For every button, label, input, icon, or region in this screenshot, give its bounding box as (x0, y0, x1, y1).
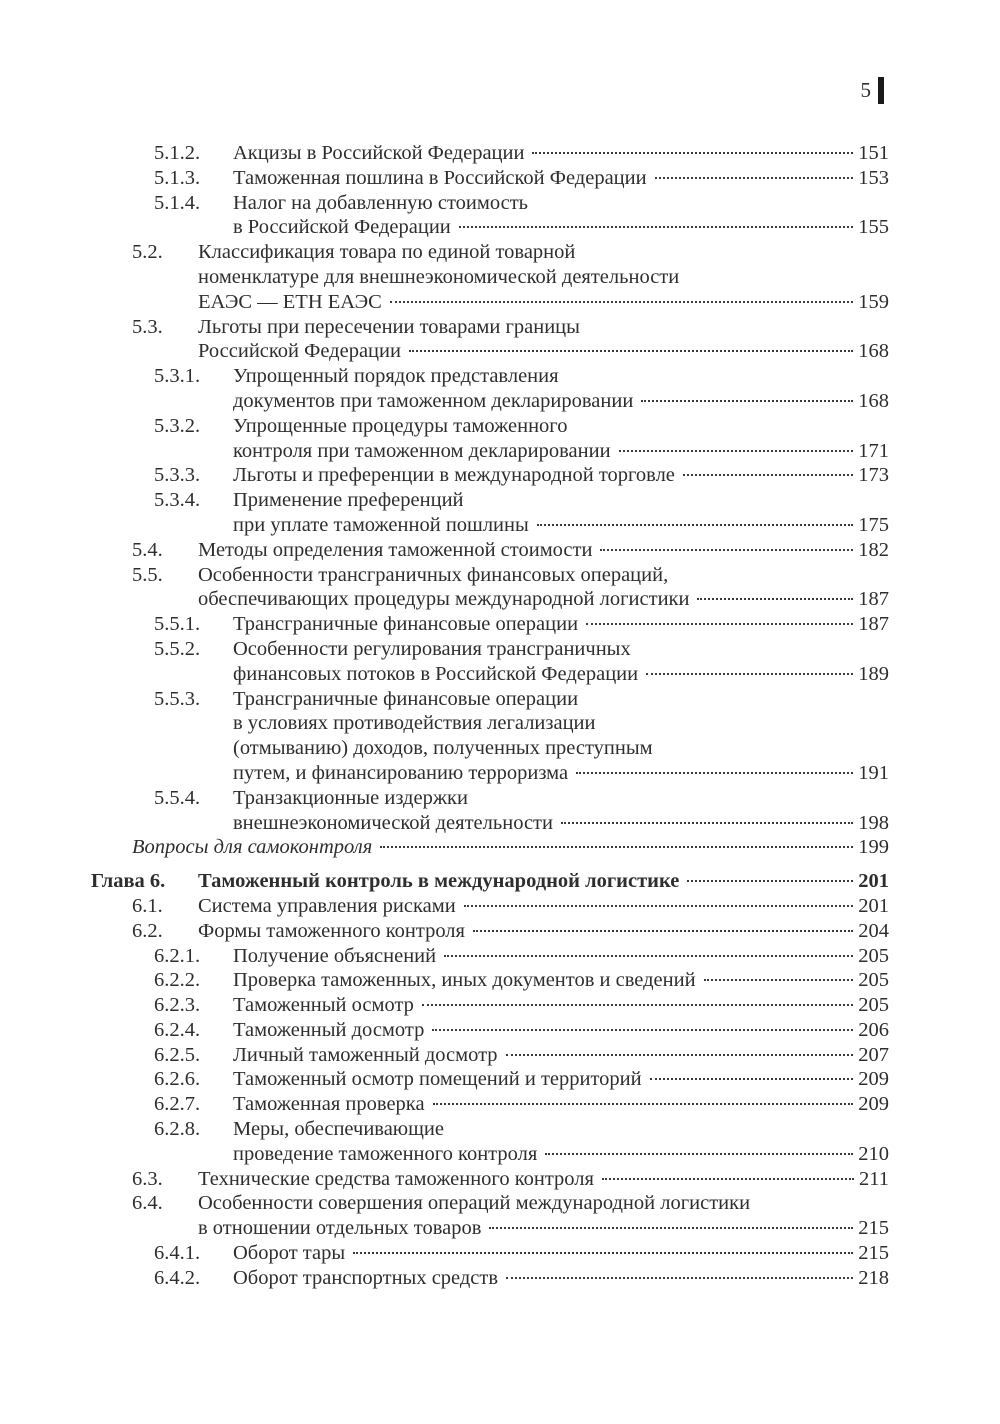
toc-entry-number: 6.2.5. (154, 1043, 201, 1066)
toc-entry-title: Российской Федерации (198, 340, 401, 363)
toc-entry-title: Таможенный осмотр помещений и территорий (233, 1068, 642, 1091)
toc-entry-title: при уплате таможенной пошлины (233, 513, 529, 536)
toc-entry[interactable] (0, 919, 1000, 944)
dot-leader (432, 1029, 853, 1031)
toc-entry-number: 5.4. (132, 538, 163, 561)
toc-entry-title: Оборот транспортных средств (233, 1266, 499, 1289)
toc-entry-title: обеспечивающих процедуры международной логистики (198, 588, 690, 611)
toc-entry[interactable] (0, 538, 1000, 563)
page-number: 5 (860, 78, 871, 102)
dot-leader (600, 549, 853, 551)
toc-page-number: 153 (858, 166, 889, 189)
toc-entry-title: Технические средства таможенного контроля (198, 1167, 594, 1190)
toc-page-number: 204 (858, 919, 889, 942)
dot-leader (687, 880, 853, 882)
toc-entry-title: Упрощенные процедуры таможенного (233, 414, 568, 437)
dot-leader (459, 226, 853, 228)
toc-entry-title: Личный таможенный досмотр (233, 1043, 498, 1066)
toc-entry-title: Применение преференций (233, 489, 464, 512)
toc-entry[interactable] (0, 1018, 1000, 1043)
toc-entry-number: 6.2. (132, 919, 163, 942)
toc-entry-number: 6.4. (132, 1192, 163, 1215)
dot-leader (380, 846, 853, 848)
toc-page-number: 151 (858, 142, 889, 164)
dot-leader (489, 1227, 853, 1229)
toc-entry-number: 5.3.3. (154, 464, 201, 487)
toc-page-number: 198 (858, 811, 889, 834)
toc-entry-number: 6.4.1. (154, 1242, 201, 1265)
dot-leader (602, 1178, 854, 1180)
toc-page-number: 201 (858, 870, 889, 893)
toc-entry-title: в Российской Федерации (233, 216, 451, 239)
toc-entry-title: проведение таможенного контроля (233, 1142, 538, 1165)
toc-entry-title: внешнеэкономической деятельности (233, 811, 553, 834)
toc-page-number: 189 (858, 662, 889, 685)
toc-entry-title: Таможенная пошлина в Российской Федерации (233, 166, 647, 189)
toc-page-number: 175 (858, 513, 889, 536)
toc-entry-number: 6.2.6. (154, 1068, 201, 1091)
toc-entry-title: (отмыванию) доходов, полученных преступным (233, 737, 653, 760)
toc-entry-title: Оборот тары (233, 1242, 346, 1265)
toc-entry[interactable] (0, 612, 1000, 637)
dot-leader (561, 822, 853, 824)
dot-leader (537, 524, 853, 526)
toc-entry[interactable] (0, 894, 1000, 919)
toc-entry-title: Трансграничные финансовые операции (233, 687, 579, 710)
toc-page-number: 182 (858, 538, 889, 561)
toc-entry[interactable] (0, 1043, 1000, 1068)
toc-page-number: 187 (858, 588, 889, 611)
toc-page-number: 209 (858, 1093, 889, 1116)
toc-entry[interactable] (0, 240, 1000, 314)
dot-leader (586, 623, 853, 625)
toc-page-number: 187 (858, 613, 889, 636)
dot-leader (655, 177, 854, 179)
dot-leader (545, 1153, 853, 1155)
toc-page-number: 205 (858, 969, 889, 992)
toc-entry[interactable] (0, 166, 1000, 191)
toc-entry-title: Особенности совершения операций международной логистики (198, 1192, 751, 1215)
toc-entry-number: 5.1.2. (154, 142, 201, 164)
toc-page-number: 205 (858, 994, 889, 1017)
dot-leader (422, 1004, 853, 1006)
toc-page-number: 210 (858, 1142, 889, 1165)
toc-entry-title: Транзакционные издержки (233, 786, 468, 809)
toc-entry-title: путем, и финансированию терроризма (233, 761, 569, 784)
toc-entry-number: 5.3.2. (154, 414, 201, 437)
dot-leader (576, 772, 853, 774)
toc-page-number: 209 (858, 1068, 889, 1091)
toc-entry-number: 5.2. (132, 241, 163, 264)
toc-entry-title: контроля при таможенном декларировании (233, 439, 611, 462)
toc-entry-title: Таможенный досмотр (233, 1018, 425, 1041)
toc-entry-title: Таможенный контроль в международной логистике (198, 870, 680, 893)
toc-entry-title: Особенности регулирования трансграничных (233, 637, 631, 660)
toc-page-number: 168 (858, 389, 889, 412)
toc-entry-title: Акцизы в Российской Федерации (233, 142, 525, 164)
toc-page-number: 218 (858, 1266, 889, 1289)
toc-entry-title: Методы определения таможенной стоимости (198, 538, 593, 561)
toc-entry-number: 5.5.4. (154, 786, 201, 809)
toc-entry-title: Меры, обеспечивающие (233, 1118, 444, 1141)
toc-entry[interactable] (0, 637, 1000, 687)
toc-entry-number: 5.3.4. (154, 489, 201, 512)
table-of-contents (0, 141, 1000, 1291)
toc-entry-title: в условиях противодействия легализации (233, 712, 596, 735)
toc-page-number: 215 (858, 1242, 889, 1265)
toc-entry-number: 5.1.3. (154, 166, 201, 189)
toc-entry-title: Упрощенный порядок представления (233, 365, 559, 388)
page-edge-marker (878, 77, 884, 104)
toc-entry-number: Глава 6. (91, 870, 166, 893)
toc-entry-number: 5.5.1. (154, 613, 201, 636)
toc-entry[interactable] (0, 1167, 1000, 1192)
toc-entry[interactable] (0, 687, 1000, 786)
toc-entry-number: 5.5. (132, 563, 163, 586)
toc-entry-title: Льготы при пересечении товарами границы (198, 315, 580, 338)
toc-entry[interactable] (0, 141, 1000, 166)
toc-entry-number: 5.5.3. (154, 687, 201, 710)
toc-entry-number: 5.3. (132, 315, 163, 338)
dot-leader (646, 673, 853, 675)
toc-entry-title: в отношении отдельных товаров (198, 1217, 482, 1240)
toc-entry[interactable] (0, 488, 1000, 538)
toc-entry[interactable] (0, 463, 1000, 488)
toc-page-number: 211 (859, 1167, 889, 1190)
toc-entry[interactable] (0, 1241, 1000, 1266)
dot-leader (704, 979, 854, 981)
dot-leader (650, 1078, 854, 1080)
toc-entry[interactable] (0, 315, 1000, 365)
toc-entry-number: 6.1. (132, 894, 163, 917)
toc-entry-title: номенклатуре для внешнеэкономической деятельности (198, 265, 680, 288)
toc-entry-title: ЕАЭС — ЕТН ЕАЭС (198, 290, 382, 313)
toc-entry-title: Формы таможенного контроля (198, 919, 465, 942)
dot-leader (506, 1054, 854, 1056)
toc-entry-title: Проверка таможенных, иных документов и сведений (233, 969, 696, 992)
toc-entry-title: Трансграничные финансовые операции (233, 613, 579, 636)
toc-entry[interactable] (0, 869, 1000, 894)
toc-entry-number: 6.3. (132, 1167, 163, 1190)
toc-page-number: 215 (858, 1217, 889, 1240)
toc-entry-title: Система управления рисками (198, 894, 456, 917)
dot-leader (409, 350, 853, 352)
toc-entry-title: Вопросы для самоконтроля (132, 836, 373, 859)
dot-leader (473, 930, 853, 932)
toc-entry[interactable] (0, 1266, 1000, 1291)
toc-page-number: 207 (858, 1043, 889, 1066)
dot-leader (433, 1103, 854, 1105)
toc-entry[interactable] (0, 968, 1000, 993)
toc-entry-number: 6.2.3. (154, 994, 201, 1017)
toc-entry-title: Налог на добавленную стоимость (233, 191, 529, 214)
toc-entry[interactable] (0, 786, 1000, 836)
toc-entry-number: 5.1.4. (154, 191, 201, 214)
toc-entry-title: Классификация товара по единой товарной (198, 241, 576, 264)
toc-entry-number: 5.5.2. (154, 637, 201, 660)
toc-entry[interactable] (0, 993, 1000, 1018)
toc-page-number: 171 (858, 439, 889, 462)
toc-entry[interactable] (0, 1092, 1000, 1117)
toc-entry[interactable] (0, 364, 1000, 414)
toc-entry[interactable] (0, 1191, 1000, 1241)
toc-page-number: 168 (858, 340, 889, 363)
toc-entry-number: 6.2.7. (154, 1093, 201, 1116)
toc-page-number: 155 (858, 216, 889, 239)
toc-entry-title: Льготы и преференции в международной торговле (233, 464, 675, 487)
toc-entry[interactable] (0, 563, 1000, 613)
toc-page-number: 173 (858, 464, 889, 487)
toc-entry[interactable] (0, 1067, 1000, 1092)
toc-entry[interactable] (0, 414, 1000, 464)
dot-leader (506, 1277, 853, 1279)
toc-page-number: 201 (858, 894, 889, 917)
toc-entry-number: 6.2.4. (154, 1018, 201, 1041)
toc-page-number: 159 (858, 290, 889, 313)
toc-entry-number: 5.3.1. (154, 365, 201, 388)
dot-leader (353, 1252, 853, 1254)
toc-entry[interactable] (0, 835, 1000, 860)
toc-entry-title: финансовых потоков в Российской Федерации (233, 662, 639, 685)
toc-entry-title: Таможенная проверка (233, 1093, 425, 1116)
toc-entry-number: 6.2.1. (154, 944, 201, 967)
dot-leader (444, 955, 853, 957)
toc-entry-title: Получение объяснений (233, 944, 437, 967)
toc-page-number: 191 (858, 761, 889, 784)
toc-entry-title: Особенности трансграничных финансовых операций, (198, 563, 669, 586)
toc-page-number: 205 (858, 944, 889, 967)
toc-entry-title: документов при таможенном декларировании (233, 389, 634, 412)
dot-leader (464, 905, 854, 907)
toc-entry-title: Таможенный осмотр (233, 994, 414, 1017)
toc-entry[interactable] (0, 944, 1000, 969)
dot-leader (641, 400, 853, 402)
toc-entry-number: 6.4.2. (154, 1266, 201, 1289)
dot-leader (390, 301, 853, 303)
dot-leader (532, 152, 853, 154)
dot-leader (683, 474, 853, 476)
toc-page-number: 199 (858, 836, 889, 859)
toc-entry[interactable] (0, 1117, 1000, 1167)
toc-page-number: 206 (858, 1018, 889, 1041)
toc-entry[interactable] (0, 191, 1000, 241)
toc-entry-number: 6.2.8. (154, 1118, 201, 1141)
toc-entry-number: 6.2.2. (154, 969, 201, 992)
dot-leader (697, 598, 853, 600)
dot-leader (619, 450, 854, 452)
